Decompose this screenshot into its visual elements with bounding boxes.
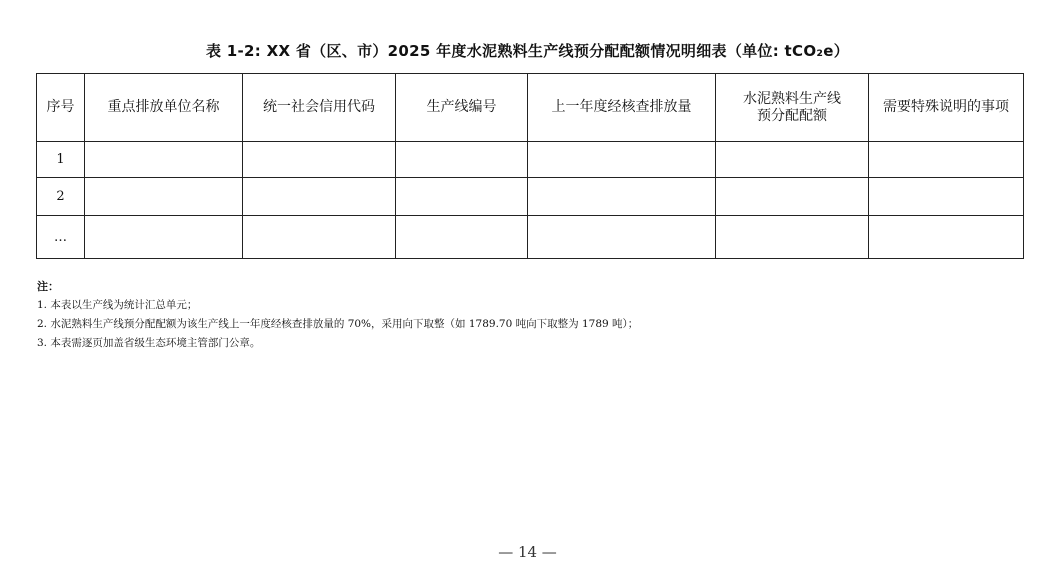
notes-section [37, 277, 638, 353]
header-seq: 序号 [37, 74, 85, 142]
table-title: 表 1-2: XX 省（区、市）2025 年度水泥熟料生产线预分配配额情况明细表（单位: tCO₂e） [205, 42, 850, 60]
verified-emissions-cell [528, 178, 716, 216]
line-number-cell [396, 178, 528, 216]
row-seq-cell: 2 [37, 178, 85, 216]
pre-allocation-quota-cell [716, 142, 869, 178]
row-seq-cell: 1 [37, 142, 85, 178]
header-line-number: 生产线编号 [396, 74, 528, 142]
row-seq-cell: … [37, 216, 85, 259]
allocation-detail-table [36, 73, 1024, 259]
notes-heading: 注： [37, 280, 59, 293]
page-number: — 14 — [498, 543, 557, 561]
header-unit-name: 重点排放单位名称 [85, 74, 243, 142]
note-item: 3. 本表需逐页加盖省级生态环境主管部门公章。 [37, 337, 261, 349]
table-row [37, 216, 1024, 259]
credit-code-cell [243, 178, 396, 216]
header-pre-allocation-quota: 水泥熟料生产线 预分配配额 [716, 74, 869, 142]
special-notes-cell [869, 178, 1024, 216]
special-notes-cell [869, 142, 1024, 178]
verified-emissions-cell [528, 216, 716, 259]
unit-name-cell [85, 178, 243, 216]
header-verified-emissions: 上一年度经核查排放量 [528, 74, 716, 142]
line-number-cell [396, 216, 528, 259]
pre-allocation-quota-cell [716, 178, 869, 216]
line-number-cell [396, 142, 528, 178]
special-notes-cell [869, 216, 1024, 259]
credit-code-cell [243, 142, 396, 178]
verified-emissions-cell [528, 142, 716, 178]
table-row [37, 142, 1024, 178]
table-header-row [37, 74, 1024, 142]
pre-allocation-quota-cell [716, 216, 869, 259]
header-special-notes: 需要特殊说明的事项 [869, 74, 1024, 142]
unit-name-cell [85, 216, 243, 259]
table-row [37, 178, 1024, 216]
header-credit-code: 统一社会信用代码 [243, 74, 396, 142]
unit-name-cell [85, 142, 243, 178]
note-item: 1. 本表以生产线为统计汇总单元； [37, 299, 198, 311]
note-item: 2. 水泥熟料生产线预分配配额为该生产线上一年度经核查排放量的 70%，采用向下取整（如 1789.70 吨向下取整为 1789 吨）； [37, 318, 639, 330]
credit-code-cell [243, 216, 396, 259]
